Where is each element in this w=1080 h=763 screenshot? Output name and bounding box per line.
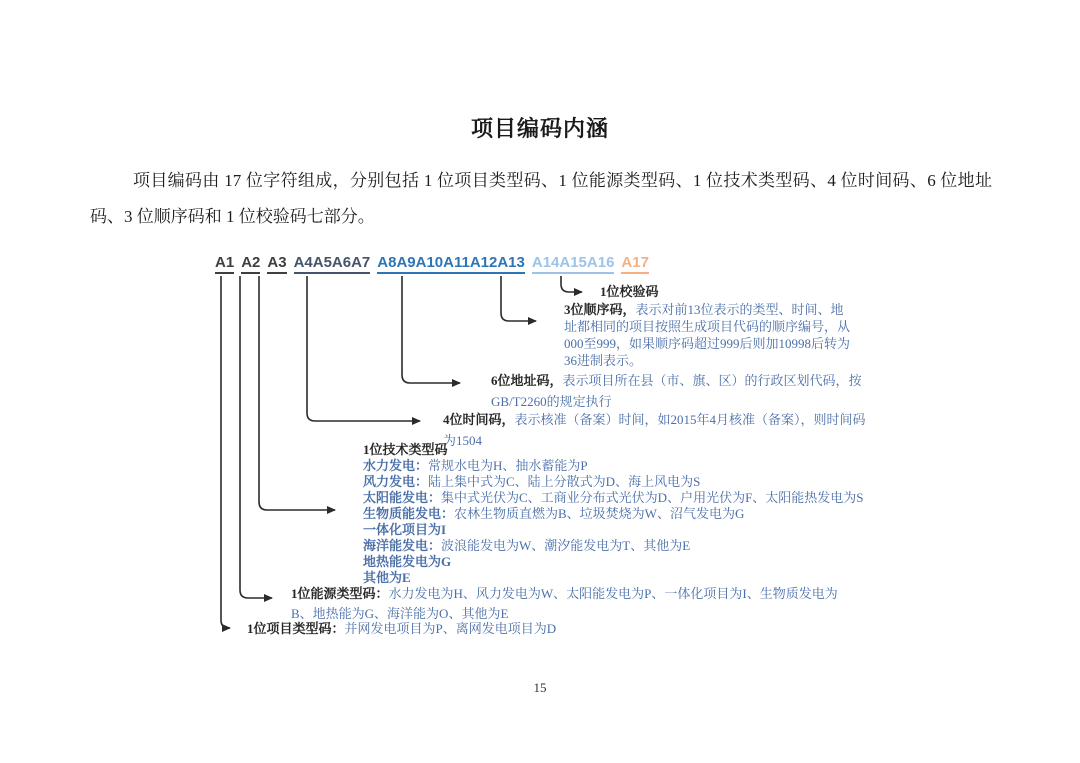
- tech-line-text: 波浪能发电为W、潮汐能发电为T、其他为E: [441, 538, 691, 553]
- page-number: 15: [533, 680, 547, 695]
- tech-line-label: 风力发电：: [363, 474, 429, 489]
- code-segment: A8A9A10A11A12A13: [377, 254, 525, 274]
- tech-line-text: 集中式光伏为C、工商业分布式光伏为D、户用光伏为F、太阳能热发电为S: [441, 490, 864, 505]
- annotation-text: 表示对前13位表示的类型、时间、地址都相同的项目按照生成项目代码的顺序编号，从000至999，如果顺序码超过999后则加10998后转为36进制表示。: [564, 302, 851, 368]
- page-title: 项目编码内涵: [470, 116, 609, 141]
- tech-line-label: 生物质能发电：: [363, 506, 455, 521]
- tech-line-label: 一体化项目为I: [363, 522, 447, 537]
- connector-line-address: [402, 276, 460, 383]
- tech-line: [363, 490, 883, 506]
- tech-line: [363, 522, 883, 538]
- code-segment: A17: [621, 254, 649, 274]
- code-row: [215, 254, 649, 274]
- annotation-sequence-code: [564, 301, 856, 369]
- code-segment: A4A5A6A7: [294, 254, 371, 274]
- tech-line: [363, 458, 883, 474]
- code-segment: A3: [267, 254, 286, 274]
- annotation-label: 1位能源类型码：: [291, 586, 389, 601]
- tech-line: [363, 506, 883, 522]
- annotation-label: 3位顺序码，: [564, 302, 636, 317]
- tech-line: [363, 554, 883, 570]
- annotation-label: 6位地址码，: [491, 373, 563, 388]
- intro-paragraph: 项目编码由 17 位字符组成，分别包括 1 位项目类型码、1 位能源类型码、1 位技术类型码、4 位时间码、6 位地址码、3 位顺序码和 1 位校验码七部分。: [90, 171, 992, 226]
- annotation-energy-code: [291, 584, 843, 624]
- annotation-label: 1位项目类型码：: [247, 621, 345, 636]
- code-segment: A14A15A16: [532, 254, 615, 274]
- code-segment: A2: [241, 254, 260, 274]
- connector-line-sequence: [501, 276, 536, 321]
- connector-line-check: [561, 276, 582, 292]
- annotation-project-code: [247, 620, 807, 637]
- connector-line-energy: [240, 276, 272, 598]
- annotation-tech-code: [363, 442, 883, 586]
- tech-line-text: 陆上集中式为C、陆上分散式为D、海上风电为S: [428, 474, 701, 489]
- tech-code-header: 1位技术类型码: [363, 442, 448, 457]
- connector-line-tech: [259, 276, 335, 510]
- connector-line-time: [307, 276, 420, 421]
- annotation-address-code: [491, 370, 867, 412]
- annotation-check-code: [600, 284, 659, 300]
- annotation-label: 1位校验码: [600, 284, 659, 299]
- code-segment: A1: [215, 254, 234, 274]
- annotation-text: 表示核准（备案）时间，如2015年4月核准（备案），则时间码为1504: [443, 412, 866, 448]
- annotation-text: 并网发电项目为P、离网发电项目为D: [344, 621, 557, 636]
- annotation-text: 表示项目所在县（市、旗、区）的行政区划代码，按GB/T2260的规定执行: [491, 373, 862, 409]
- tech-line: [363, 474, 883, 490]
- annotation-label: 4位时间码，: [443, 412, 515, 427]
- tech-line: [363, 538, 883, 554]
- tech-code-lines: [363, 458, 883, 586]
- connector-line-project: [221, 276, 230, 628]
- tech-line-label: 地热能发电为G: [363, 554, 452, 569]
- tech-line-label: 水力发电：: [363, 458, 429, 473]
- tech-line-label: 太阳能发电：: [363, 490, 442, 505]
- tech-line-label: 其他为E: [363, 570, 411, 585]
- tech-line-text: 农林生物质直燃为B、垃圾焚烧为W、沼气发电为G: [454, 506, 745, 521]
- tech-line-label: 海洋能发电：: [363, 538, 442, 553]
- tech-line-text: 常规水电为H、抽水蓄能为P: [428, 458, 588, 473]
- annotation-text: 水力发电为H、风力发电为W、太阳能发电为P、一体化项目为I、生物质发电为B、地热能为G、海洋能为O、其他为E: [291, 586, 838, 621]
